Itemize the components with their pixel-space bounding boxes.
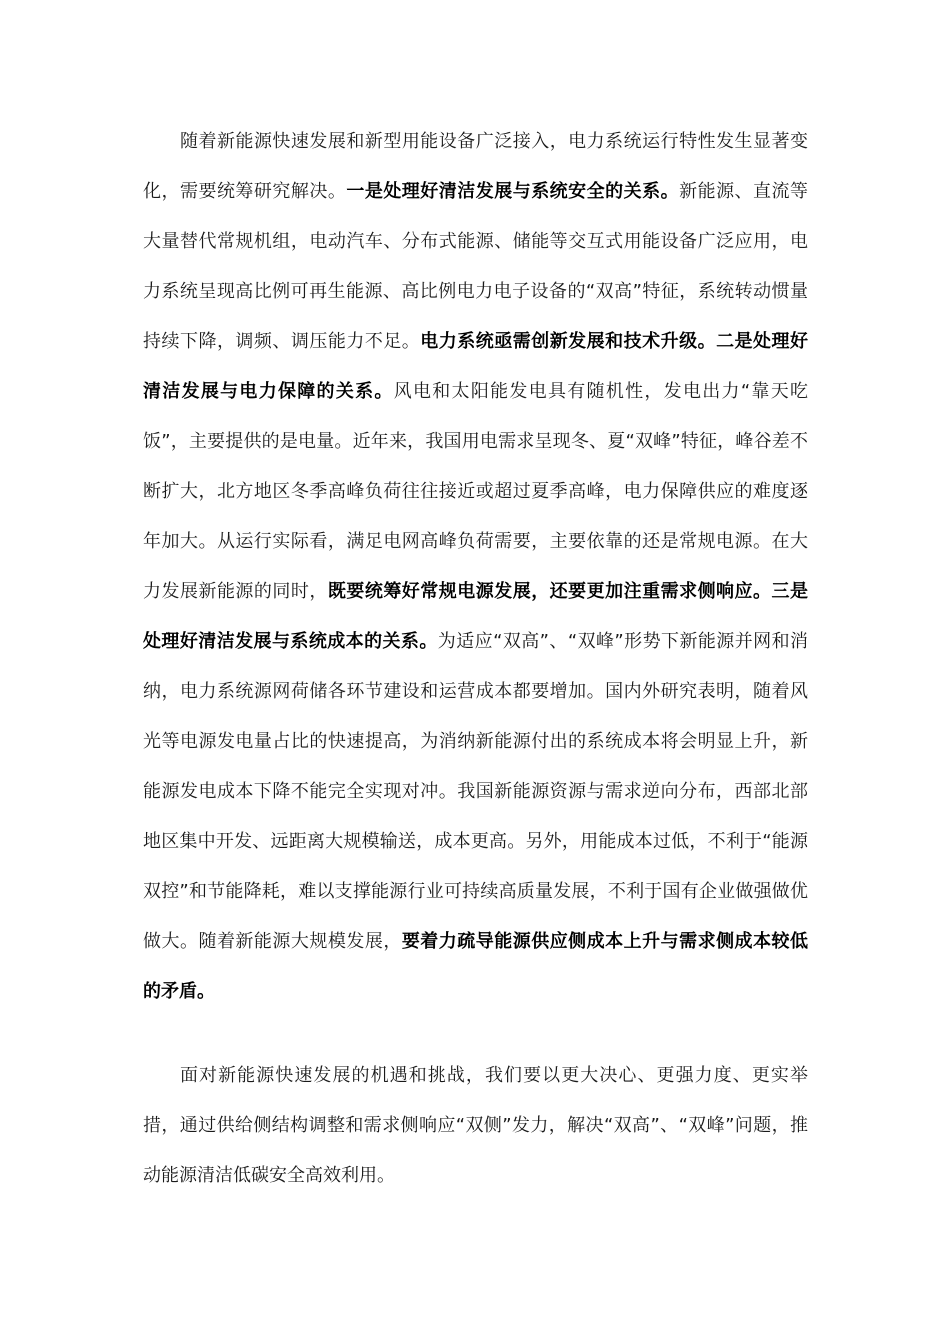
p1-text-2: 新能源、直流等大量替代常规机组，电动汽车、分布式能源、储能等交互式用能设备广泛应用，电力系统呈现高比例可再生能源、高比例电力电子设备的“双高”特征，系统转动惯量持续下降，调频、调压能力不足。 bbox=[143, 181, 809, 352]
p1-text-1: 随着新能源快速发展和新型用能设备广泛接入，电力系统运行特性发生显著变化，需要统筹研究解决。 bbox=[143, 131, 808, 202]
p1-bold-4: 要着力疏导能源供应侧成本上升与需求侧成本较低的矛盾。 bbox=[143, 931, 809, 1002]
p2-text-1: 面对新能源快速发展的机遇和挑战，我们要以更大决心、更强力度、更实举措，通过供给侧结构调整和需求侧响应“双侧”发力，解决“双高”、“双峰”问题，推动能源清洁低碳安全高效利用。 bbox=[143, 1065, 808, 1186]
p1-bold-1: 一是处理好清洁发展与系统安全的关系。 bbox=[346, 181, 680, 202]
p1-text-4: 为适应“双高”、“双峰”形势下新能源并网和消纳，电力系统源网荷储各环节建设和运营成本都要增加。国内外研究表明，随着风光等电源发电量占比的快速提高，为消纳新能源付出的系统成本将会明显上升，新能源发电成本下降不能完全实现对冲。我国新能源资源与需求逆向分布，西部北部地区集中开发、远距离大规模输送，成本更高。另外，用能成本过低，不利于“能源双控”和节能降耗，难以支撑能源行业可持续高质量发展，不利于国有企业做强做优做大。随着新能源大规模发展， bbox=[143, 631, 808, 952]
p1-text-3: 风电和太阳能发电具有随机性，发电出力“靠天吃饭”，主要提供的是电量。近年来，我国用电需求呈现冬、夏“双峰”特征，峰谷差不断扩大，北方地区冬季高峰负荷往往接近或超过夏季高峰，电力保障供应的难度逐年加大。从运行实际看，满足电网高峰负荷需要，主要依靠的还是常规电源。在大力发展新能源的同时， bbox=[143, 381, 809, 602]
paragraph-2 bbox=[143, 1051, 808, 1201]
p1-bold-2: 电力系统亟需创新发展和技术升级。二是处理好清洁发展与电力保障的关系。 bbox=[143, 331, 809, 402]
paragraph-1 bbox=[143, 117, 808, 1017]
p1-bold-3: 既要统筹好常规电源发展，还要更加注重需求侧响应。三是处理好清洁发展与系统成本的关系。 bbox=[143, 581, 808, 652]
